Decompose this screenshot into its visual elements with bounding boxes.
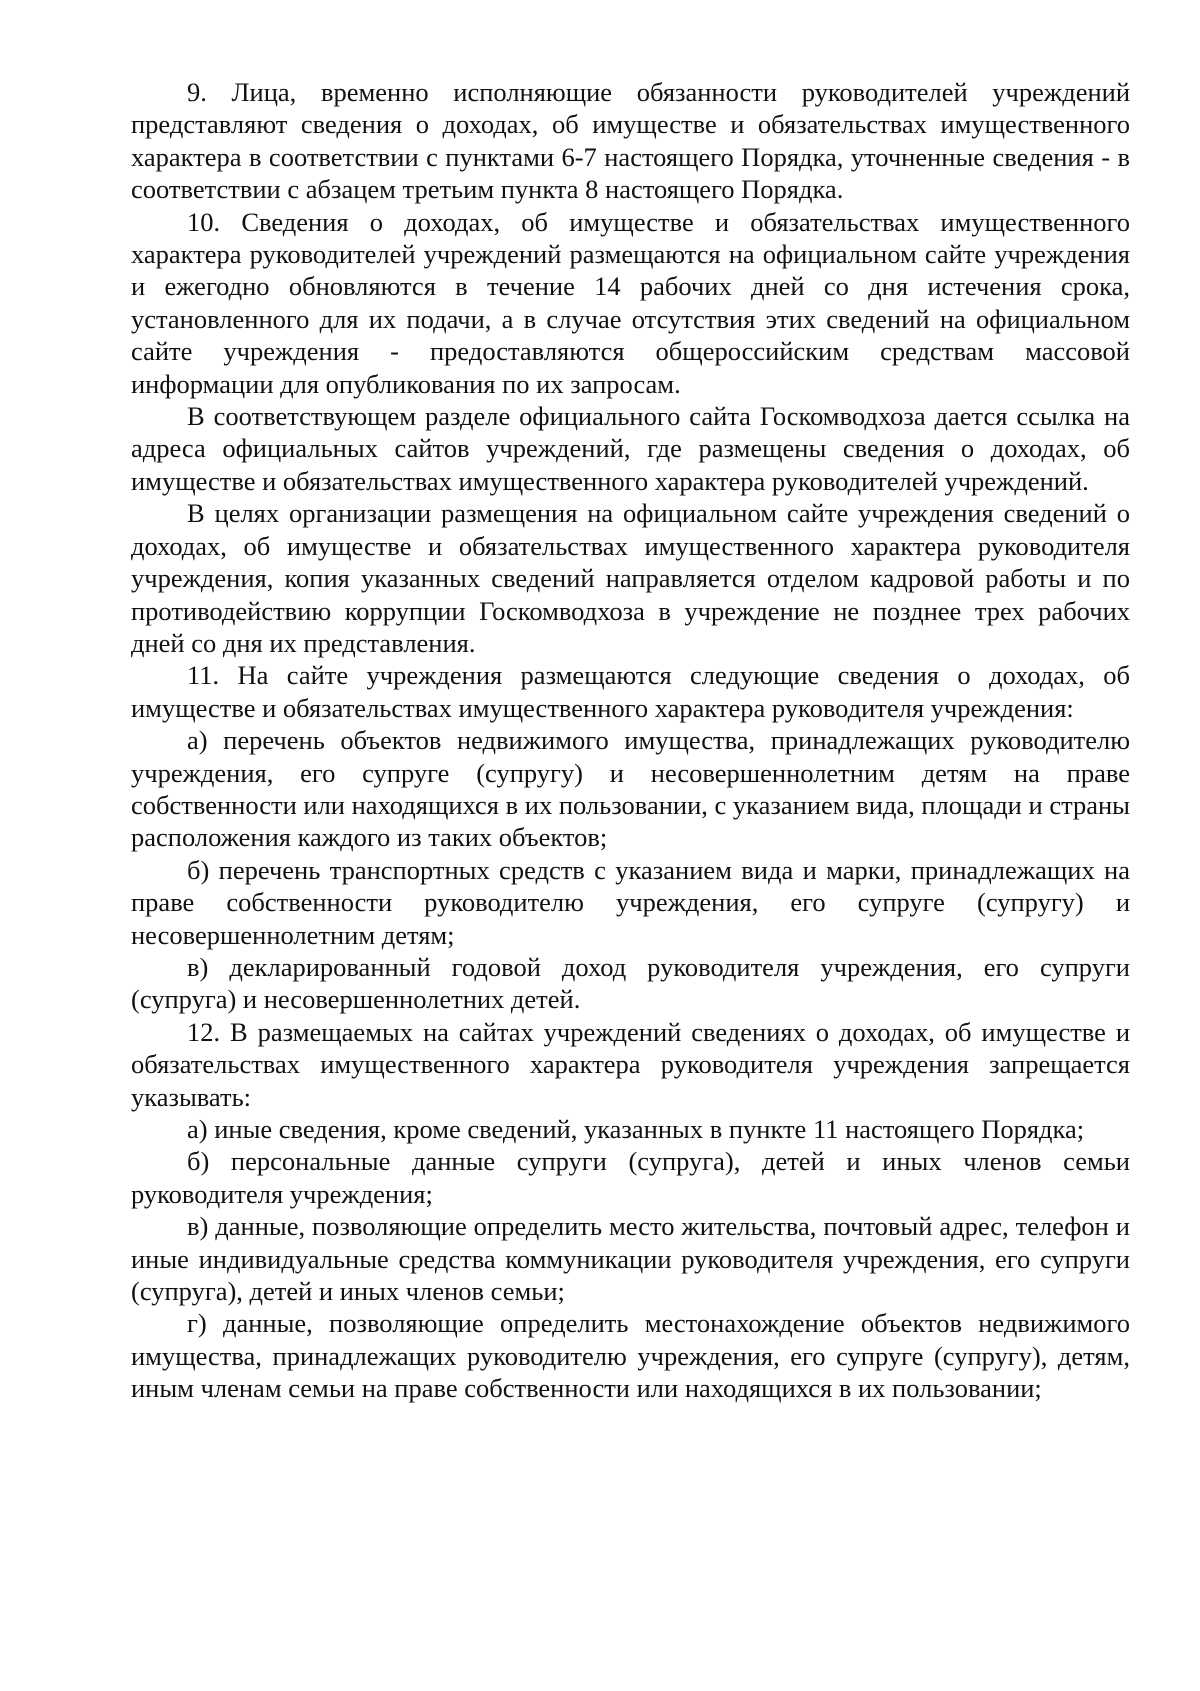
paragraph-11-item-a: а) перечень объектов недвижимого имущества, принадлежащих руководителю учреждения, его супруге (супругу) и несовершеннолетним детям на праве собственности или находящихся в их пользовании, с указанием вида, площади и страны расположения каждого из таких объектов; (131, 725, 1130, 853)
paragraph-10-copy-note: В целях организации размещения на официальном сайте учреждения сведений о доходах, об имуществе и обязательствах имущественного характера руководителя учреждения, копия указанных сведений направляется отделом кадровой работы и по противодействию коррупции Госкомводхоза в учреждение не позднее трех рабочих дней со дня их представления. (131, 498, 1130, 658)
document-body (131, 76, 1130, 1405)
paragraph-12-item-a: а) иные сведения, кроме сведений, указанных в пункте 11 настоящего Порядка; (187, 1114, 1085, 1144)
paragraph-12-item-v: в) данные, позволяющие определить место жительства, почтовый адрес, телефон и иные индивидуальные средства коммуникации руководителя учреждения, его супруги (супруга), детей и иных членов семьи; (131, 1211, 1130, 1307)
paragraph-10-link-note: В соответствующем разделе официального сайта Госкомводхоза дается ссылка на адреса официальных сайтов учреждений, где размещены сведения о доходах, об имуществе и обязательствах имущественного характера руководителей учреждений. (131, 401, 1130, 496)
paragraph-11-item-v: в) декларированный годовой доход руководителя учреждения, его супруги (супруга) и несовершеннолетних детей. (131, 951, 1130, 1015)
paragraph-11: 11. На сайте учреждения размещаются следующие сведения о доходах, об имуществе и обязательствах имущественного характера руководителя учреждения: (131, 660, 1130, 723)
paragraph-10: 10. Сведения о доходах, об имуществе и обязательствах имущественного характера руководителей учреждений размещаются на официальном сайте учреждения и ежегодно обновляются в течение 14 рабочих дней со дня истечения срока, установленного для их подачи, а в случае отсутствия этих сведений на официальном сайте учреждения - предоставляются общероссийским средствам массовой информации для опубликования по их запросам. (131, 206, 1130, 399)
paragraph-11-item-b: б) перечень транспортных средств с указанием вида и марки, принадлежащих на праве собственности руководителю учреждения, его супруге (супругу) и несовершеннолетним детям; (131, 854, 1130, 950)
paragraph-12-item-g: г) данные, позволяющие определить местонахождение объектов недвижимого имущества, принадлежащих руководителю учреждения, его супруге (супругу), детям, иным членам семьи на праве собственности или находящихся в их пользовании; (131, 1308, 1130, 1404)
paragraph-12-item-b: б) персональные данные супруги (супруга), детей и иных членов семьи руководителя учреждения; (131, 1146, 1130, 1209)
paragraph-9: 9. Лица, временно исполняющие обязанности руководителей учреждений представляют сведения о доходах, об имуществе и обязательствах имущественного характера в соответствии с пунктами 6-7 настоящего Порядка, уточненные сведения - в соответствии с абзацем третьим пункта 8 настоящего Порядка. (131, 77, 1130, 205)
paragraph-12: 12. В размещаемых на сайтах учреждений сведениях о доходах, об имуществе и обязательствах имущественного характера руководителя учреждения запрещается указывать: (131, 1016, 1130, 1112)
